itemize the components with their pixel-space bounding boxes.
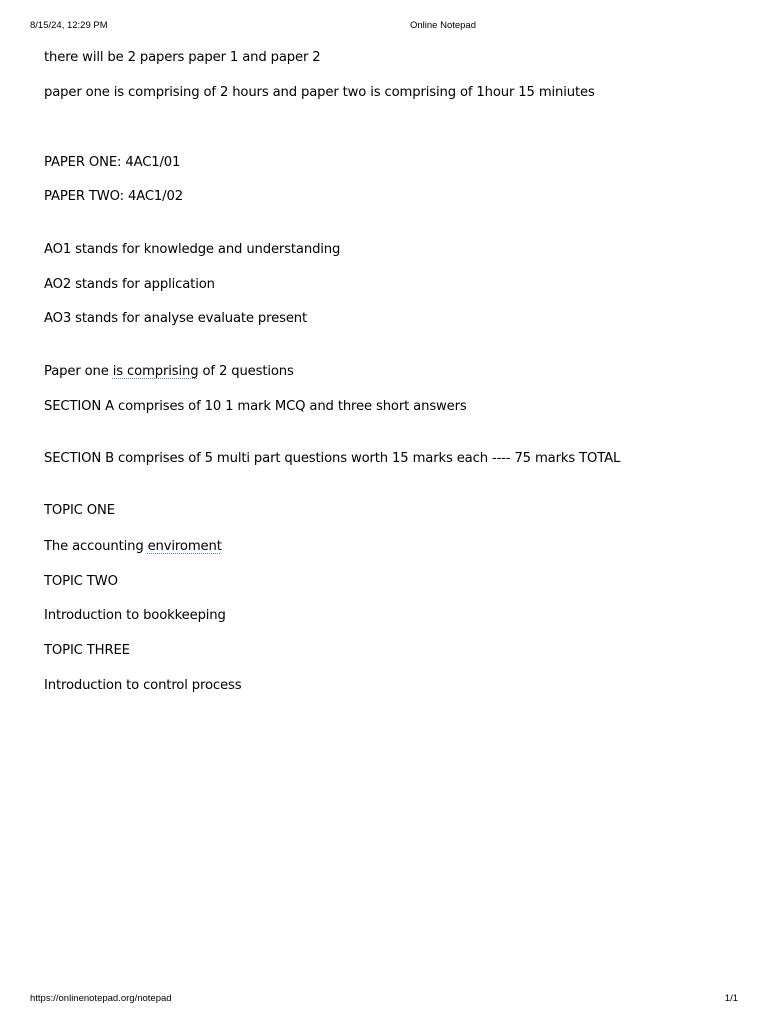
note-line: TOPIC TWO [44,574,118,589]
note-line [44,538,222,556]
note-line: PAPER ONE: 4AC1/01 [44,155,181,170]
note-line [44,363,294,381]
note-line: PAPER TWO: 4AC1/02 [44,189,183,204]
note-line: TOPIC THREE [44,643,130,658]
note-text: of 2 questions [198,364,294,379]
print-footer [0,993,768,1005]
note-line: paper one is comprising of 2 hours and paper two is comprising of 1hour 15 miniutes [44,85,595,100]
print-url: https://onlinenotepad.org/notepad [30,993,172,1004]
note-line: SECTION A comprises of 10 1 mark MCQ and three short answers [44,399,467,414]
note-line: there will be 2 papers paper 1 and paper 2 [44,50,321,65]
note-line: AO1 stands for knowledge and understanding [44,242,341,257]
spellcheck-flagged-text[interactable]: enviroment [147,539,222,554]
note-text: The accounting [44,539,148,554]
print-datetime: 8/15/24, 12:29 PM [30,20,108,31]
note-line: SECTION B comprises of 5 multi part questions worth 15 marks each ---- 75 marks TOTAL [44,451,621,466]
note-line: TOPIC ONE [44,503,115,518]
note-line: Introduction to control process [44,678,242,693]
spellcheck-flagged-text[interactable]: is comprising [112,364,199,379]
print-page-title: Online Notepad [409,20,477,31]
note-line: AO2 stands for application [44,277,215,292]
print-page-number: 1/1 [724,993,738,1004]
print-header [0,20,768,32]
note-text: Paper one [44,364,113,379]
note-line: AO3 stands for analyse evaluate present [44,311,308,326]
note-line: Introduction to bookkeeping [44,608,226,623]
